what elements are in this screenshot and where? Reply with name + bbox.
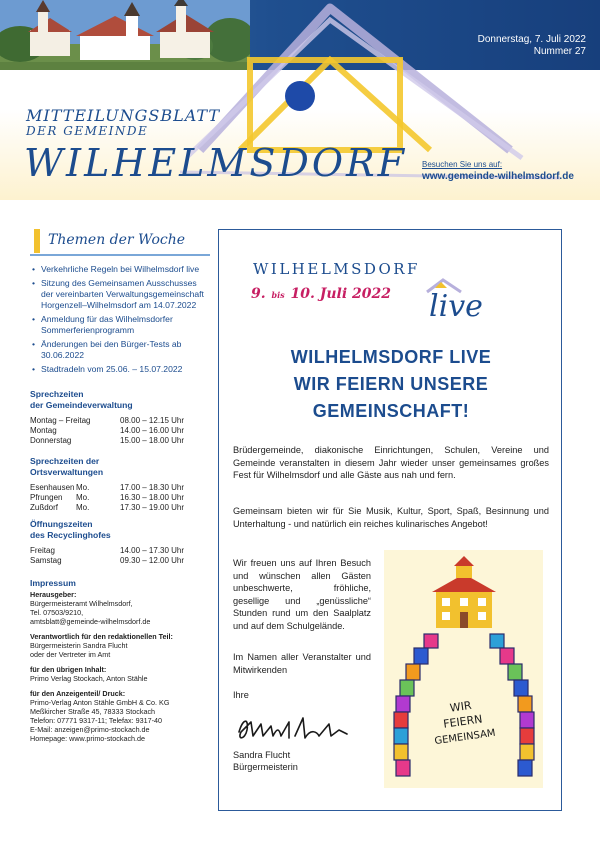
impressum-homepage[interactable]: Homepage: www.primo-stockach.de <box>30 734 146 743</box>
issue-number: Nummer 27 <box>533 46 586 57</box>
local-time: 17.30 – 19.00 Uhr <box>120 503 185 512</box>
recycling-row <box>30 556 210 566</box>
recycling-day: Freitag <box>30 546 55 555</box>
article-paragraph: Wir freuen uns auf Ihren Besuch und wünschen allen Gästen unbeschwerte, fröhliche, gesellige und „genüssliche“ Stunden rund um den Saalplatz und auf dem Schulgelände. <box>233 558 371 631</box>
theme-item[interactable]: • Sitzung des Gemeinsamen Ausschusses der vereinbarten Verwaltungsgemeinschaft Horgenzell–Wilhelmsdorf am 14.07.2022 <box>30 278 210 311</box>
website-label: Besuchen Sie uns auf: <box>422 160 503 169</box>
headline-line-1: WILHELMSDORF LIVE <box>290 347 492 367</box>
logo-date-end: 10. Juli 2022 <box>290 286 392 302</box>
signer-name: Sandra Flucht <box>233 750 291 760</box>
office-day: Donnerstag <box>30 436 72 445</box>
theme-item[interactable]: • Änderungen bei den Bürger-Tests ab 30.06.2022 <box>30 339 210 361</box>
masthead-subtitle-1: MITTEILUNGSBLATT <box>26 106 221 125</box>
local-day: Mo. <box>76 493 90 502</box>
impressum-text: Bürgermeisterin Sandra Flucht <box>30 641 128 650</box>
impressum-text: Primo Verlag Stockach, Anton Stähle <box>30 674 148 683</box>
logo-date <box>251 286 391 302</box>
art-text-line-1: WIR <box>449 698 473 715</box>
festival-illustration <box>384 550 543 788</box>
impressum-text: Telefon: 07771 9317-11; Telefax: 9317-40 <box>30 716 163 725</box>
impressum-editorial-head: Verantwortlich für den redaktionellen Teil: <box>30 632 173 641</box>
themes-title: Themen der Woche <box>48 232 186 248</box>
signature-image <box>233 708 373 748</box>
office-day: Montag – Freitag <box>30 416 91 425</box>
office-hours-title-1: Sprechzeiten <box>30 389 84 399</box>
impressum-publisher-head: Herausgeber: <box>30 590 77 599</box>
recycling-title-2: des Recyclinghofes <box>30 530 111 540</box>
impressum-other-head: für den übrigen Inhalt: <box>30 665 107 674</box>
impressum-text: Tel. 07503/9210, <box>30 608 84 617</box>
art-text-line-2: FEIERN <box>442 712 484 731</box>
local-hours-row <box>30 493 210 503</box>
headline-line-3: GEMEINSCHAFT! <box>312 401 470 421</box>
themes-list <box>30 264 210 375</box>
recycling-title-1: Öffnungszeiten <box>30 519 93 529</box>
festival-logo <box>241 254 539 330</box>
article-paragraph: Im Namen aller Veranstalter und Mitwirkenden <box>233 652 371 675</box>
office-time: 15.00 – 18.00 Uhr <box>120 436 185 445</box>
local-time: 17.00 – 18.30 Uhr <box>120 483 185 492</box>
local-hours-title-1: Sprechzeiten der <box>30 456 100 466</box>
impressum-email[interactable]: E-Mail: anzeigen@primo-stockach.de <box>30 725 150 734</box>
masthead-header <box>0 0 600 200</box>
impressum-text: Bürgermeisteramt Wilhelmsdorf, <box>30 599 133 608</box>
office-hours-row <box>30 436 210 446</box>
logo-name: WILHELMSDORF <box>253 260 420 278</box>
sidebar <box>30 226 210 743</box>
article-paragraph: Gemeinsam bieten wir für Sie Musik, Kultur, Sport, Spaß, Besinnung und Unterhaltung - und natürlich ein reiches kulinarisches Angebot! <box>233 506 549 529</box>
impressum-email[interactable]: amtsblatt@gemeinde-wilhelmsdorf.de <box>30 617 151 626</box>
issue-info <box>478 34 586 58</box>
local-place: Zußdorf <box>30 503 59 512</box>
article-box <box>218 229 562 811</box>
recycling-time: 09.30 – 12.00 Uhr <box>120 556 185 565</box>
office-time: 14.00 – 16.00 Uhr <box>120 426 185 435</box>
office-hours-row <box>30 426 210 436</box>
local-hours-row <box>30 503 210 513</box>
local-day: Mo. <box>76 503 90 512</box>
recycling-time: 14.00 – 17.30 Uhr <box>120 546 185 555</box>
office-hours-title-2: der Gemeindeverwaltung <box>30 400 133 410</box>
impressum-text: Primo-Verlag Anton Stähle GmbH & Co. KG <box>30 698 170 707</box>
impressum-text: Meßkircher Straße 45, 78333 Stockach <box>30 707 156 716</box>
local-day: Mo. <box>76 483 90 492</box>
office-hours-title <box>30 389 210 411</box>
impressum-title: Impressum <box>30 578 76 588</box>
website-link[interactable]: www.gemeinde-wilhelmsdorf.de <box>422 171 574 182</box>
masthead-title: WILHELMSDORF <box>24 141 407 185</box>
masthead-subtitle-2: DER GEMEINDE <box>26 124 149 138</box>
recycling-title <box>30 519 210 541</box>
office-hours-row <box>30 416 210 426</box>
themes-header <box>30 226 210 256</box>
logo-live-word: live <box>429 289 483 322</box>
article-paragraph: Brüdergemeinde, diakonische Einrichtungen, Schulen, Vereine und Gemeinde veranstalten in diesem Jahr wieder unser gemeinsames großes Fest für Wilhelmsdorf und alle Gäste aus nah und fern. <box>233 445 549 480</box>
art-text-line-3: GEMEINSAM <box>433 727 497 748</box>
theme-item[interactable]: • Verkehrliche Regeln bei Wilhelmsdorf live <box>30 264 210 275</box>
article-headline <box>219 344 563 425</box>
local-hours-row <box>30 483 210 493</box>
headline-line-2: WIR FEIERN UNSERE <box>293 374 489 394</box>
office-time: 08.00 – 12.15 Uhr <box>120 416 185 425</box>
theme-item[interactable]: • Anmeldung für das Wilhelmsdorfer Sommerferienprogramm <box>30 314 210 336</box>
impressum-ads-head: für den Anzeigenteil/ Druck: <box>30 689 126 698</box>
signer-role: Bürgermeisterin <box>233 762 298 772</box>
recycling-day: Samstag <box>30 556 62 565</box>
local-hours-title-2: Ortsverwaltungen <box>30 467 104 477</box>
article-paragraph: Ihre <box>233 690 249 700</box>
local-place: Esenhausen <box>30 483 75 492</box>
logo-date-bis: bis <box>271 290 285 300</box>
themes-accent-bar <box>34 229 40 253</box>
issue-date: Donnerstag, 7. Juli 2022 <box>477 34 586 45</box>
local-hours-title <box>30 456 210 478</box>
office-day: Montag <box>30 426 57 435</box>
local-time: 16.30 – 18.00 Uhr <box>120 493 185 502</box>
recycling-row <box>30 546 210 556</box>
logo-live-mark <box>421 278 531 322</box>
logo-date-start: 9. <box>251 286 266 302</box>
impressum-text: oder der Vertreter im Amt <box>30 650 111 659</box>
local-place: Pfrungen <box>30 493 63 502</box>
theme-item[interactable]: • Stadtradeln vom 25.06. – 15.07.2022 <box>30 364 210 375</box>
